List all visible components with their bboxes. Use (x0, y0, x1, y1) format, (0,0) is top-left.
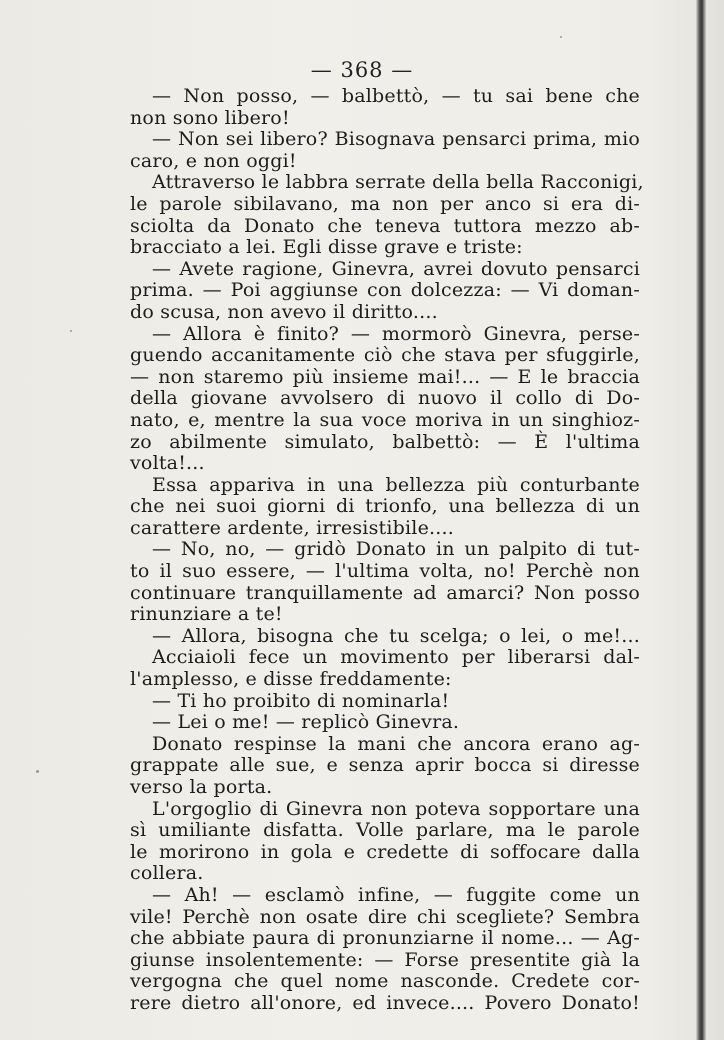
text-line: nato, e, mentre la sua voce moriva in un singhioz- (130, 408, 640, 431)
text-line: L'orgoglio di Ginevra non poteva sopportare una (152, 797, 640, 820)
text-line: continuare tranquillamente ad amarci? Non posso (130, 581, 640, 604)
text-line: bracciato a lei. Egli disse grave e triste: (130, 236, 523, 259)
text-line: — non staremo più insieme mai!... — E le braccia (130, 365, 640, 388)
book-spine-shadow (696, 0, 706, 1040)
text-line: sciolta da Donato che teneva tuttora mezzo ab- (130, 214, 640, 237)
text-line: guendo accanitamente ciò che stava per sfuggirle, (130, 344, 640, 367)
text-line: l'amplesso, e disse freddamente: (130, 668, 452, 691)
text-line: giunse insolentemente: — Forse presentite già la (130, 948, 640, 971)
text-line: to il suo essere, — l'ultima volta, no! Perchè non (130, 560, 640, 583)
text-line: — Non posso, — balbettò, — tu sai bene che (152, 85, 640, 107)
body-text (130, 85, 644, 1015)
text-line: — Avete ragione, Ginevra, avrei dovuto pensarci (152, 257, 640, 280)
text-line: rinunziare a te! (130, 603, 283, 626)
text-line: che abbiate paura di pronunziarne il nome... — Ag- (130, 927, 640, 950)
text-line: Donato respinse la mani che ancora erano ag- (152, 732, 640, 755)
text-line: — No, no, — gridò Donato in un palpito di tut- (152, 538, 640, 561)
paper-speck (70, 330, 72, 332)
text-line: — Ti ho proibito di nominarla! (152, 689, 450, 712)
text-line: prima. — Poi aggiunse con dolcezza: — Vi doman- (130, 279, 640, 302)
text-line: vergogna che quel nome nasconde. Credete cor- (130, 970, 640, 993)
text-line: caro, e non oggi! (130, 149, 297, 172)
text-line: della giovane avvolsero di nuovo il collo di Do- (130, 387, 640, 410)
text-line: zo abilmente simulato, balbettò: — È l'ultima (130, 430, 640, 453)
text-line: — Lei o me! — replicò Ginevra. (152, 711, 460, 734)
text-line: — Ah! — esclamò infine, — fuggite come un (152, 883, 640, 906)
text-line: vile! Perchè non osate dire chi scegliete? Sembra (130, 905, 640, 928)
text-line: collera. (130, 862, 204, 885)
paper-speck (36, 770, 39, 773)
text-line: grappate alle sue, e senza aprir bocca si diresse (130, 754, 640, 777)
text-line: che nei suoi giorni di trionfo, una bellezza di un (130, 495, 640, 518)
text-line: Attraverso le labbra serrate della bella Racconigi, (152, 171, 644, 194)
text-line: — Allora, bisogna che tu scelga; o lei, o me!... (152, 624, 640, 647)
text-line: verso la porta. (130, 776, 273, 798)
text-line: sì umiliante disfatta. Volle parlare, ma le parole (130, 819, 640, 842)
text-line: Essa appariva in una bellezza più conturbante (152, 473, 640, 496)
text-line: volta!... (130, 452, 205, 475)
text-line: non sono libero! (130, 106, 290, 129)
text-line: rere dietro all'onore, ed invece.... Povero Donato! (130, 991, 640, 1014)
text-line: do scusa, non avevo il diritto.... (130, 300, 438, 323)
text-line: le parole sibilavano, ma non per anco si era di- (130, 192, 640, 215)
text-line: le morirono in gola e credette di soffocare dalla (130, 840, 640, 863)
text-line: carattere ardente, irresistibile.... (130, 516, 454, 539)
page-number: — 368 — (310, 58, 414, 82)
text-line: — Non sei libero? Bisognava pensarci prima, mio (152, 128, 640, 151)
text-line: Acciaioli fece un movimento per liberarsi dal- (152, 646, 640, 669)
paper-speck (560, 36, 562, 38)
text-line: — Allora è finito? — mormorò Ginevra, perse- (152, 322, 640, 345)
